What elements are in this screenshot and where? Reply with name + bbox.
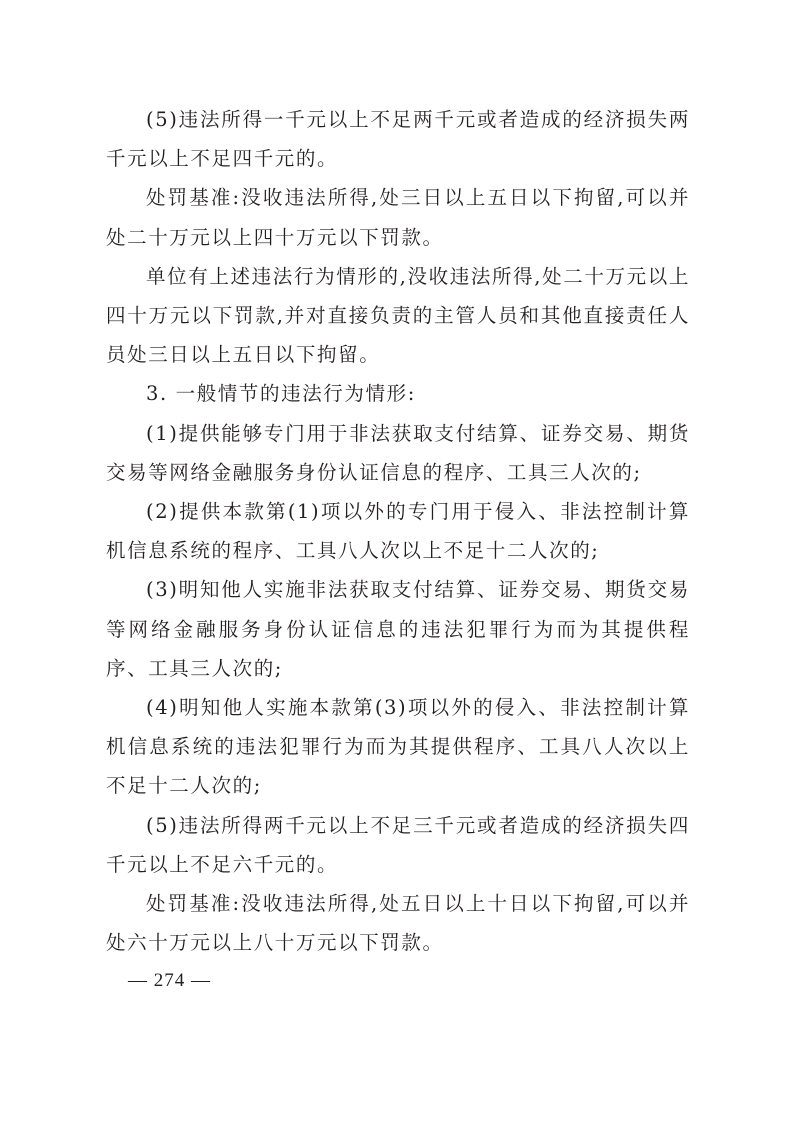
paragraph: 3. 一般情节的违法行为情形: <box>146 382 416 406</box>
paragraph: (1)提供能够专门用于非法获取支付结算、证券交易、期货交易等网络金融服务身份认证信息的程序、工具三人次的; <box>106 421 690 484</box>
paragraph: (4)明知他人实施本款第(3)项以外的侵入、非法控制计算机信息系统的违法犯罪行为而为其提供程序、工具八人次以上不足十二人次的; <box>106 696 690 798</box>
paragraph: 处罚基准:没收违法所得,处三日以上五日以下拘留,可以并处二十万元以上四十万元以下罚款。 <box>106 186 690 249</box>
paragraph: 处罚基准:没收违法所得,处五日以上十日以下拘留,可以并处六十万元以上八十万元以下罚款。 <box>106 892 690 955</box>
paragraph: (5)违法所得两千元以上不足三千元或者造成的经济损失四千元以上不足六千元的。 <box>106 813 690 876</box>
paragraph: (2)提供本款第(1)项以外的专门用于侵入、非法控制计算机信息系统的程序、工具八人次以上不足十二人次的; <box>106 500 690 563</box>
paragraph: (3)明知他人实施非法获取支付结算、证券交易、期货交易等网络金融服务身份认证信息的违法犯罪行为而为其提供程序、工具三人次的; <box>106 578 690 680</box>
page-number: — 274 — <box>128 970 211 991</box>
body-text <box>106 100 690 962</box>
paragraph: (5)违法所得一千元以上不足两千元或者造成的经济损失两千元以上不足四千元的。 <box>106 108 690 171</box>
paragraph: 单位有上述违法行为情形的,没收违法所得,处二十万元以上四十万元以下罚款,并对直接负责的主管人员和其他直接责任人员处三日以上五日以下拘留。 <box>106 264 690 367</box>
